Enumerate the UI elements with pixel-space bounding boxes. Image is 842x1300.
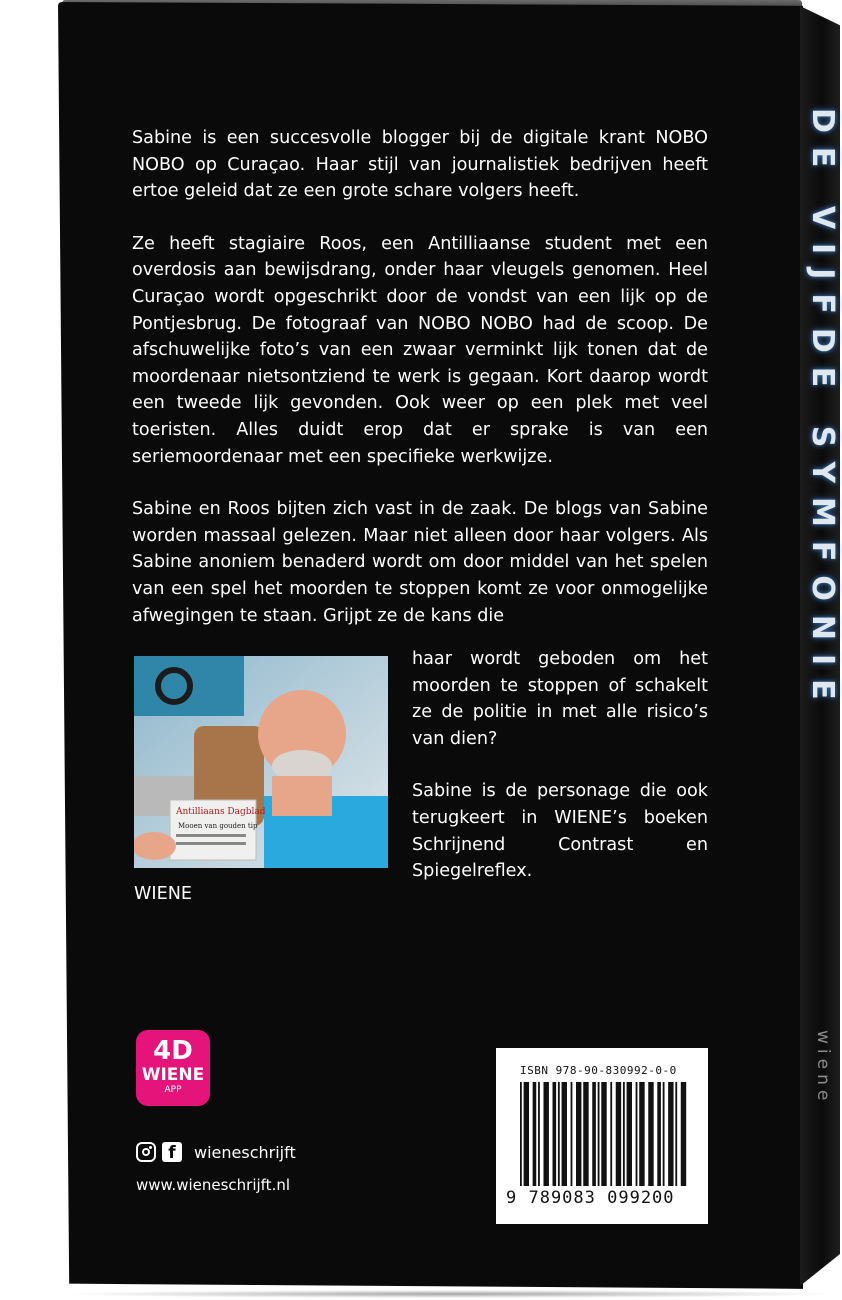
barcode-bar (533, 1082, 537, 1186)
barcode-bars (520, 1082, 688, 1186)
newspaper-headline: Mooen van gouden tip (178, 822, 258, 830)
barcode-bar (598, 1082, 600, 1186)
barcode-bar (610, 1082, 612, 1186)
app-badge-sub: APP (164, 1085, 182, 1095)
barcode-bar (583, 1082, 588, 1186)
barcode-bar (562, 1082, 567, 1186)
social-links (136, 1140, 296, 1164)
barcode-bar (668, 1082, 673, 1186)
blurb-paragraph-3: Sabine en Roos bijten zich vast in de zaak. De blogs van Sabine worden massaal gelezen. Maar niet alleen door haar volgers. Als Sabine anoniem benaderd wordt om door middel van het spelen van een spel het moorden te stoppen komt ze voor onmogelijke afwegingen te staan. Grijpt ze de kans die (132, 499, 708, 626)
author-photo-illustration (134, 656, 388, 868)
barcode-bar (576, 1082, 581, 1186)
spine-title: DE VIJFDE SYMFONIE (805, 108, 840, 714)
social-handle[interactable]: wieneschrijft (194, 1142, 296, 1162)
isbn-label: ISBN 978-90-830992-0-0 (520, 1064, 677, 1077)
barcode-bar (553, 1082, 557, 1186)
barcode-bar (657, 1082, 661, 1186)
barcode-digits: 9 789083 099200 (506, 1188, 675, 1208)
wiene-app-badge[interactable] (136, 1030, 210, 1106)
barcode-bar (636, 1082, 638, 1186)
website-link[interactable]: www.wieneschrijft.nl (136, 1176, 291, 1194)
barcode-bar (623, 1082, 625, 1186)
barcode-bar (627, 1082, 632, 1186)
book-shadow (60, 1290, 840, 1298)
barcode-bar (639, 1082, 644, 1186)
barcode-bar (538, 1082, 540, 1186)
instagram-icon[interactable] (136, 1142, 156, 1162)
blurb-text (132, 125, 708, 655)
author-photo (134, 656, 388, 868)
barcode-bar (520, 1082, 522, 1186)
barcode-bar (681, 1082, 686, 1186)
barcode-bar (558, 1082, 560, 1186)
spine-author: wiene (813, 1030, 833, 1106)
barcode-bar (663, 1082, 665, 1186)
facebook-icon[interactable]: f (162, 1142, 182, 1162)
barcode-bar (571, 1082, 573, 1186)
barcode-bar (592, 1082, 596, 1186)
barcode-bar (543, 1082, 548, 1186)
barcode-bar (601, 1082, 606, 1186)
app-badge-name: WIENE (141, 1065, 205, 1085)
blurb-paragraph-4: Sabine is de personage die ook terugkeert in WIENE’s boeken Schrijnend Contrast en Spiegelreflex. (412, 781, 708, 882)
barcode-bar (524, 1082, 529, 1186)
barcode-bar (648, 1082, 653, 1186)
app-badge-4d: 4D (153, 1036, 193, 1066)
barcode-bar (616, 1082, 621, 1186)
blurb-wrap-text (412, 646, 708, 911)
blurb-paragraph-3-continued: haar wordt geboden om het moorden te stoppen of schakelt ze de politie in met alle risico’s van dien? (412, 649, 708, 749)
author-signature: WIENE (134, 884, 192, 904)
newspaper-title: Antilliaans Dagblad (176, 807, 266, 817)
isbn-barcode (496, 1048, 708, 1224)
blurb-paragraph-2: Ze heeft stagiaire Roos, een Antilliaanse student met een overdosis aan bewijsdrang, onder haar vleugels genomen. Heel Curaçao wordt opgeschrikt door de vondst van een lijk op de Pontjesbrug. De fotograaf van NOBO NOBO had de scoop. De afschuwelijke foto’s van een zwaar verminkt lijk tonen dat de moordenaar nietsontziend te werk is gegaan. Kort daarop wordt een tweede lijk gevonden. Ook weer op een plek met veel toeristen. Alles duidt erop dat er sprake is van een seriemoordenaar met een specifieke werkwijze. (132, 233, 708, 467)
blurb-paragraph-1: Sabine is een succesvolle blogger bij de digitale krant NOBO NOBO op Curaçao. Haar stijl van journalistiek bedrijven heeft ertoe geleid dat ze een grote schare volgers heeft. (132, 128, 708, 202)
barcode-bar (675, 1082, 677, 1186)
